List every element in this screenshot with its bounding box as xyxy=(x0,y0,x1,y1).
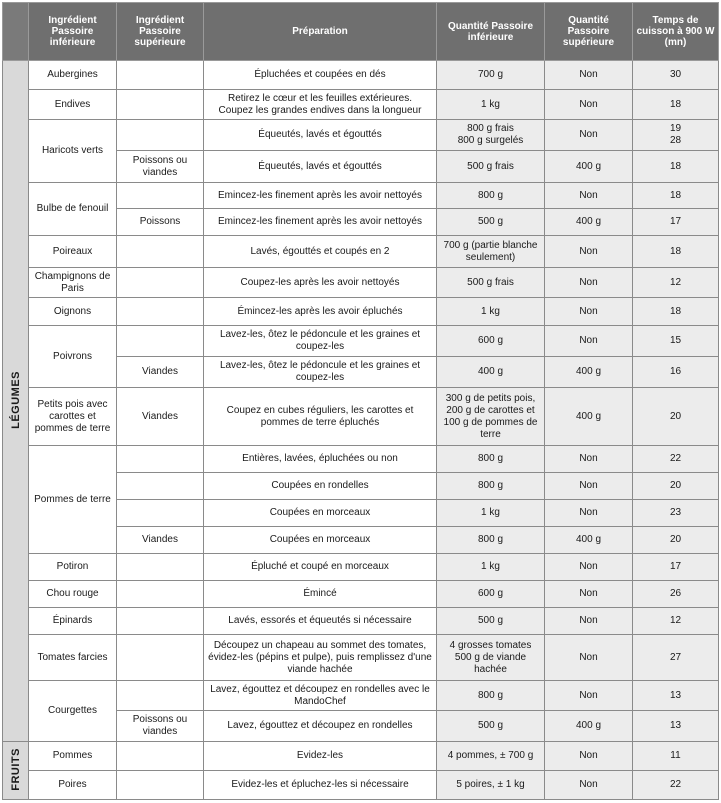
cell-cook-time: 18 xyxy=(633,90,719,120)
cell-ingredient-lower: Poires xyxy=(29,771,117,799)
category-vegetables xyxy=(3,61,29,742)
cell-ingredient-upper xyxy=(117,473,204,500)
cell-qty-upper: Non xyxy=(545,61,633,90)
cell-cook-time: 18 xyxy=(633,183,719,209)
cell-cook-time: 17 xyxy=(633,209,719,236)
cell-cook-time: 18 xyxy=(633,151,719,183)
cooking-table xyxy=(2,2,719,800)
cell-qty-lower: 500 g xyxy=(437,711,545,742)
cell-ingredient-lower: Chou rouge xyxy=(29,581,117,608)
cell-ingredient-upper xyxy=(117,771,204,799)
cell-preparation: Épluchées et coupées en dés xyxy=(204,61,437,90)
cell-qty-lower: 1 kg xyxy=(437,500,545,527)
cell-preparation: Emincez-les finement après les avoir nettoyés xyxy=(204,183,437,209)
cell-cook-time: 16 xyxy=(633,357,719,388)
cell-qty-lower: 800 g xyxy=(437,183,545,209)
cell-qty-lower: 500 g frais xyxy=(437,268,545,298)
cell-ingredient-upper: Poissons xyxy=(117,209,204,236)
cell-qty-upper: 400 g xyxy=(545,388,633,446)
table-row xyxy=(3,326,719,357)
category-label: LÉGUMES xyxy=(9,371,22,429)
cell-ingredient-upper xyxy=(117,500,204,527)
table-row xyxy=(3,554,719,581)
cell-preparation: Équeutés, lavés et égouttés xyxy=(204,151,437,183)
cell-qty-upper: Non xyxy=(545,635,633,681)
cell-preparation: Coupées en morceaux xyxy=(204,527,437,554)
cell-qty-upper: Non xyxy=(545,120,633,151)
cell-qty-upper: Non xyxy=(545,500,633,527)
cell-preparation: Coupées en morceaux xyxy=(204,500,437,527)
cell-ingredient-lower: Aubergines xyxy=(29,61,117,90)
cell-ingredient-lower: Endives xyxy=(29,90,117,120)
cell-qty-upper: Non xyxy=(545,183,633,209)
cell-preparation: Équeutés, lavés et égouttés xyxy=(204,120,437,151)
cell-cook-time: 18 xyxy=(633,298,719,326)
cell-qty-lower: 800 g xyxy=(437,681,545,711)
cell-ingredient-upper xyxy=(117,268,204,298)
table-row xyxy=(3,742,719,771)
cell-cook-time: 30 xyxy=(633,61,719,90)
table-row xyxy=(3,61,719,90)
cell-cook-time: 15 xyxy=(633,326,719,357)
cell-cook-time: 22 xyxy=(633,446,719,473)
table-row xyxy=(3,183,719,209)
category-fruits xyxy=(3,742,29,800)
cell-cook-time: 17 xyxy=(633,554,719,581)
category-label: FRUITS xyxy=(9,748,22,791)
table-row xyxy=(3,388,719,446)
cell-preparation: Entières, lavées, épluchées ou non xyxy=(204,446,437,473)
cell-qty-upper: Non xyxy=(545,771,633,799)
cell-cook-time: 13 xyxy=(633,681,719,711)
cell-qty-lower: 4 pommes, ± 700 g xyxy=(437,742,545,771)
cell-qty-upper: 400 g xyxy=(545,209,633,236)
cell-ingredient-upper xyxy=(117,183,204,209)
table-row xyxy=(3,236,719,268)
cell-qty-lower: 500 g xyxy=(437,209,545,236)
cell-ingredient-upper xyxy=(117,446,204,473)
cell-preparation: Lavez, égouttez et découpez en rondelles xyxy=(204,711,437,742)
cell-qty-upper: Non xyxy=(545,90,633,120)
header-qty-lower: Quantité Passoire inférieure xyxy=(437,3,545,61)
cell-preparation: Découpez un chapeau au sommet des tomates, évidez-les (pépins et pulpe), puis remplissez d'une viande hachée xyxy=(204,635,437,681)
cell-ingredient-lower: Pommes de terre xyxy=(29,446,117,554)
cell-ingredient-lower: Champignons de Paris xyxy=(29,268,117,298)
cell-preparation: Retirez le cœur et les feuilles extérieures. Coupez les grandes endives dans la longueur xyxy=(204,90,437,120)
cell-ingredient-upper xyxy=(117,608,204,635)
cell-preparation: Lavez, égouttez et découpez en rondelles avec le MandoChef xyxy=(204,681,437,711)
cell-ingredient-upper xyxy=(117,298,204,326)
cell-ingredient-upper: Poissons ou viandes xyxy=(117,711,204,742)
cell-ingredient-upper: Viandes xyxy=(117,388,204,446)
cell-ingredient-upper xyxy=(117,61,204,90)
table-row xyxy=(3,681,719,711)
cell-ingredient-upper xyxy=(117,120,204,151)
cell-qty-upper: Non xyxy=(545,742,633,771)
table-row xyxy=(3,120,719,151)
cell-ingredient-lower: Poireaux xyxy=(29,236,117,268)
cell-preparation: Coupées en rondelles xyxy=(204,473,437,500)
cell-ingredient-upper: Viandes xyxy=(117,527,204,554)
cell-cook-time: 26 xyxy=(633,581,719,608)
cell-qty-lower: 1 kg xyxy=(437,90,545,120)
header-preparation: Préparation xyxy=(204,3,437,61)
cell-qty-upper: Non xyxy=(545,326,633,357)
cell-qty-upper: Non xyxy=(545,268,633,298)
cell-qty-upper: 400 g xyxy=(545,151,633,183)
cell-ingredient-lower: Potiron xyxy=(29,554,117,581)
cell-cook-time: 13 xyxy=(633,711,719,742)
cell-preparation: Coupez en cubes réguliers, les carottes et pommes de terre épluchés xyxy=(204,388,437,446)
cell-qty-upper: Non xyxy=(545,608,633,635)
cell-qty-lower: 800 g xyxy=(437,446,545,473)
cell-preparation: Lavez-les, ôtez le pédoncule et les graines et coupez-les xyxy=(204,357,437,388)
cell-cook-time: 18 xyxy=(633,236,719,268)
cell-ingredient-upper xyxy=(117,90,204,120)
cell-qty-lower: 500 g frais xyxy=(437,151,545,183)
cell-preparation: Evidez-les et épluchez-les si nécessaire xyxy=(204,771,437,799)
cell-preparation: Emincez-les finement après les avoir nettoyés xyxy=(204,209,437,236)
cell-ingredient-lower: Poivrons xyxy=(29,326,117,388)
cell-ingredient-upper xyxy=(117,635,204,681)
cell-qty-upper: Non xyxy=(545,446,633,473)
table-row xyxy=(3,635,719,681)
header-cook-time: Temps de cuisson à 900 W (mn) xyxy=(633,3,719,61)
table-row xyxy=(3,298,719,326)
cell-cook-time: 23 xyxy=(633,500,719,527)
cell-preparation: Coupez-les après les avoir nettoyés xyxy=(204,268,437,298)
cell-cook-time: 12 xyxy=(633,268,719,298)
cell-ingredient-upper: Viandes xyxy=(117,357,204,388)
cell-ingredient-upper: Poissons ou viandes xyxy=(117,151,204,183)
cell-preparation: Lavés, égouttés et coupés en 2 xyxy=(204,236,437,268)
cell-qty-lower: 5 poires, ± 1 kg xyxy=(437,771,545,799)
table-row xyxy=(3,268,719,298)
cell-qty-upper: Non xyxy=(545,554,633,581)
cell-qty-lower: 500 g xyxy=(437,608,545,635)
cell-qty-upper: Non xyxy=(545,298,633,326)
table-row xyxy=(3,446,719,473)
header-ingredient-upper: Ingrédient Passoire supérieure xyxy=(117,3,204,61)
cell-ingredient-upper xyxy=(117,742,204,771)
cell-ingredient-lower: Oignons xyxy=(29,298,117,326)
cell-ingredient-lower: Haricots verts xyxy=(29,120,117,183)
header-ingredient-lower: Ingrédient Passoire inférieure xyxy=(29,3,117,61)
header-corner xyxy=(3,3,29,61)
cell-qty-lower: 600 g xyxy=(437,581,545,608)
cell-qty-upper: Non xyxy=(545,681,633,711)
cell-qty-upper: Non xyxy=(545,236,633,268)
cell-preparation: Lavez-les, ôtez le pédoncule et les graines et coupez-les xyxy=(204,326,437,357)
cell-qty-upper: 400 g xyxy=(545,357,633,388)
header-qty-upper: Quantité Passoire supérieure xyxy=(545,3,633,61)
cell-cook-time: 12 xyxy=(633,608,719,635)
cell-qty-upper: 400 g xyxy=(545,527,633,554)
cell-preparation: Evidez-les xyxy=(204,742,437,771)
cell-qty-lower: 700 g (partie blanche seulement) xyxy=(437,236,545,268)
cell-qty-lower: 600 g xyxy=(437,326,545,357)
cell-ingredient-lower: Courgettes xyxy=(29,681,117,742)
cell-qty-lower: 4 grosses tomates 500 g de viande hachée xyxy=(437,635,545,681)
cell-ingredient-lower: Bulbe de fenouil xyxy=(29,183,117,236)
cell-qty-upper: 400 g xyxy=(545,711,633,742)
cell-ingredient-upper xyxy=(117,581,204,608)
cell-cook-time: 19 28 xyxy=(633,120,719,151)
cell-ingredient-lower: Petits pois avec carottes et pommes de terre xyxy=(29,388,117,446)
cell-ingredient-upper xyxy=(117,681,204,711)
cell-preparation: Lavés, essorés et équeutés si nécessaire xyxy=(204,608,437,635)
cell-qty-lower: 1 kg xyxy=(437,298,545,326)
cell-ingredient-upper xyxy=(117,326,204,357)
cell-preparation: Épluché et coupé en morceaux xyxy=(204,554,437,581)
table-row xyxy=(3,90,719,120)
cell-cook-time: 11 xyxy=(633,742,719,771)
header-row xyxy=(3,3,719,61)
cell-qty-upper: Non xyxy=(545,473,633,500)
cell-cook-time: 20 xyxy=(633,473,719,500)
cell-cook-time: 20 xyxy=(633,388,719,446)
cell-ingredient-upper xyxy=(117,236,204,268)
cell-ingredient-upper xyxy=(117,554,204,581)
table-row xyxy=(3,771,719,799)
cell-qty-upper: Non xyxy=(545,581,633,608)
cell-qty-lower: 800 g xyxy=(437,473,545,500)
cell-ingredient-lower: Tomates farcies xyxy=(29,635,117,681)
cell-cook-time: 20 xyxy=(633,527,719,554)
cell-qty-lower: 700 g xyxy=(437,61,545,90)
cell-qty-lower: 800 g xyxy=(437,527,545,554)
cell-preparation: Émincé xyxy=(204,581,437,608)
cell-qty-lower: 300 g de petits pois, 200 g de carottes et 100 g de pommes de terre xyxy=(437,388,545,446)
cell-ingredient-lower: Épinards xyxy=(29,608,117,635)
cell-cook-time: 27 xyxy=(633,635,719,681)
table-row xyxy=(3,581,719,608)
cell-preparation: Émincez-les après les avoir épluchés xyxy=(204,298,437,326)
cell-qty-lower: 1 kg xyxy=(437,554,545,581)
table-row xyxy=(3,608,719,635)
cell-qty-lower: 400 g xyxy=(437,357,545,388)
cell-ingredient-lower: Pommes xyxy=(29,742,117,771)
cell-qty-lower: 800 g frais 800 g surgelés xyxy=(437,120,545,151)
cell-cook-time: 22 xyxy=(633,771,719,799)
